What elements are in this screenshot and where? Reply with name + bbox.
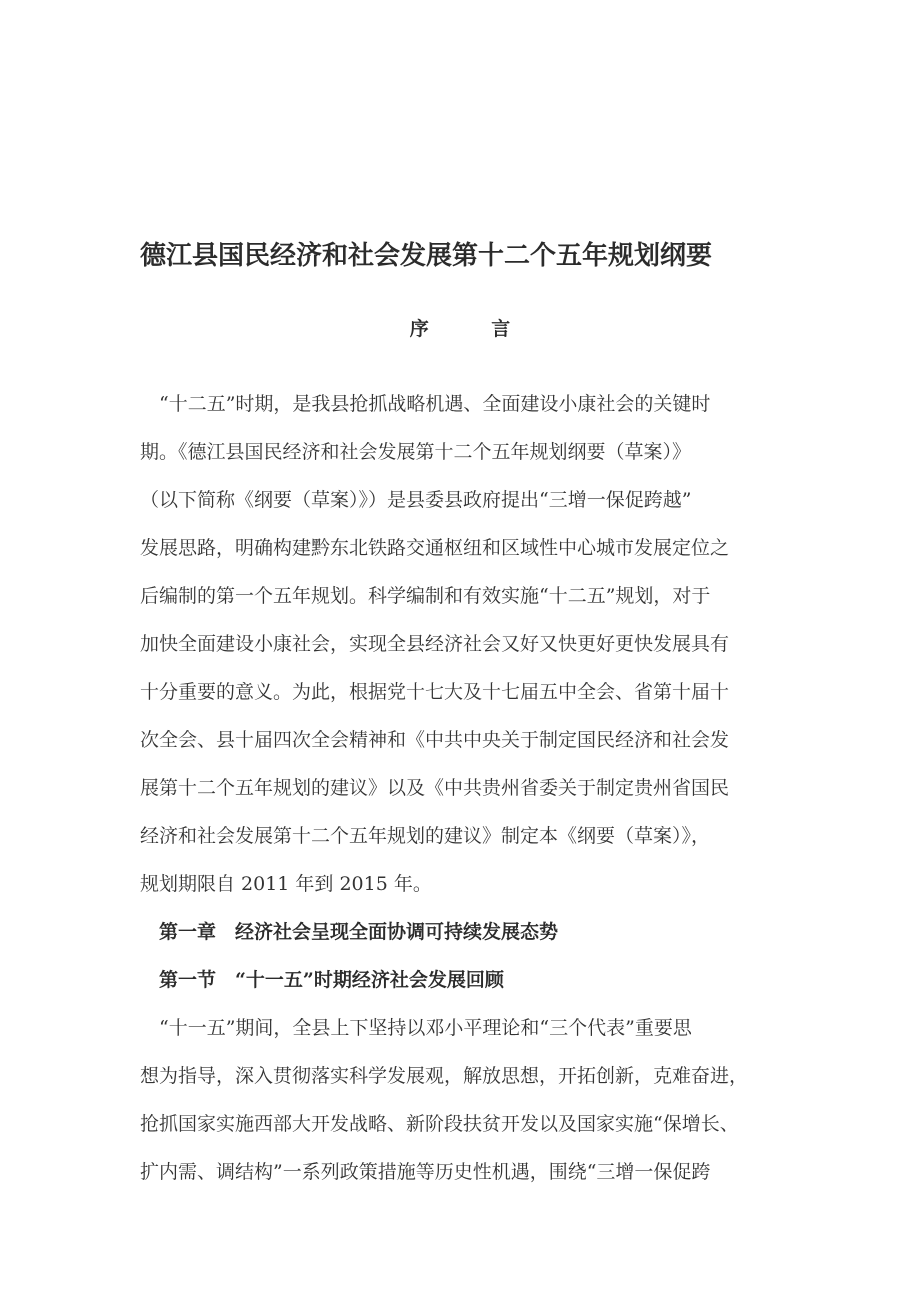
paragraph-line: 期。《德江县国民经济和社会发展第十二个五年规划纲要（草案）》 — [140, 441, 692, 463]
paragraph-line: 次全会、县十届四次全会精神和《中共中央关于制定国民经济和社会发 — [140, 729, 730, 751]
paragraph-line: 扩内需、调结构”一系列政策措施等历史性机遇，围绕“三增一保促跨 — [140, 1161, 711, 1183]
paragraph-line: 规划期限自 2011 年到 2015 年。 — [140, 873, 432, 895]
preface-heading: 序 言 — [409, 318, 539, 340]
section-paragraph — [140, 1004, 800, 1196]
paragraph-line: （以下简称《纲要（草案）》）是县委县政府提出“三增一保促跨越” — [140, 489, 692, 511]
paragraph-line: 十分重要的意义。为此，根据党十七大及十七届五中全会、省第十届十 — [140, 681, 730, 703]
paragraph-line: 后编制的第一个五年规划。科学编制和有效实施“十二五”规划，对于 — [140, 585, 711, 607]
paragraph-line: 想为指导，深入贯彻落实科学发展观，解放思想，开拓创新，克难奋进， — [140, 1065, 749, 1087]
document-title: 德江县国民经济和社会发展第十二个五年规划纲要 — [140, 241, 713, 271]
paragraph-line: 展第十二个五年规划的建议》以及《中共贵州省委关于制定贵州省国民 — [140, 777, 730, 799]
paragraph-line: 经济和社会发展第十二个五年规划的建议》制定本《纲要（草案）》， — [140, 825, 711, 847]
paragraph-line: 加快全面建设小康社会，实现全县经济社会又好又快更好更快发展具有 — [140, 633, 730, 655]
section-heading: 第一节 “十一五”时期经济社会发展回顾 — [140, 969, 504, 991]
paragraph-line: “十一五”期间，全县上下坚持以邓小平理论和“三个代表”重要思 — [140, 1017, 692, 1039]
paragraph-line: 发展思路，明确构建黔东北铁路交通枢纽和区域性中心城市发展定位之 — [140, 537, 730, 559]
preface-paragraph — [140, 380, 800, 908]
paragraph-line: 抢抓国家实施西部大开发战略、新阶段扶贫开发以及国家实施“保增长、 — [140, 1113, 739, 1135]
chapter-block — [140, 908, 800, 1004]
chapter-heading: 第一章 经济社会呈现全面协调可持续发展态势 — [140, 921, 559, 943]
paragraph-line: “十二五”时期，是我县抢抓战略机遇、全面建设小康社会的关键时 — [140, 393, 711, 415]
